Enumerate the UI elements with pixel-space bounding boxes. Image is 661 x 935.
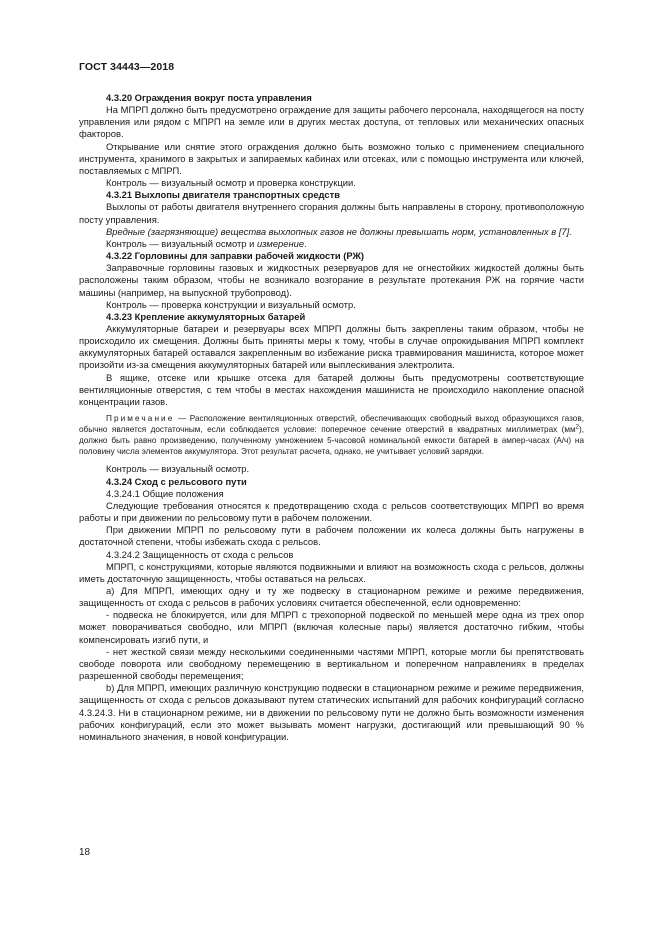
section-4-3-24-heading: 4.3.24 Сход с рельсового пути [106,475,247,487]
note-label: Примечание [106,414,175,424]
section-4-3-20-heading: 4.3.20 Ограждения вокруг поста управления [106,92,312,103]
section-4-3-24-2-paragraph-1: МПРП, с конструкциями, которые являются подвижными и влияют на возможность схода с рельсов, должны иметь достаточную защищенность, чтобы оставаться на рельсах. [79,560,584,584]
section-4-3-23-paragraph-2: В ящике, отсеке или крышке отсека для батарей должны быть предусмотрены соответствующие вентиляционные отверстия, с тем чтобы в местах нахождения машиниста не происходило накопление опасной концентрации газов. [79,371,584,407]
note-block [79,413,584,457]
section-4-3-21-heading: 4.3.21 Выхлопы двигателя транспортных средств [106,189,340,201]
note-text-2: ), должно быть равно произведению, полученному умножением 5-часовой номинальной емкости батарей в ампер-часах (А/ч) на половину числа элементов аккумулятора. Этот результат расчета, однако, не учитывает условий зарядки. [79,425,584,457]
control-text: Контроль — визуальный осмотр и [106,237,257,249]
section-4-3-22-heading: 4.3.22 Горловины для заправки рабочей жидкости (РЖ) [106,250,365,262]
section-4-3-24-2-item-a: а) Для МПРП, имеющих одну и ту же подвеску в стационарном режиме и режиме передвижения, защищенность от схода с рельсов в рабочих условиях считается обеспеченной, если одновременно: [79,585,584,609]
section-4-3-20-paragraph-1: На МПРП должно быть предусмотрено ограждение для защиты рабочего персонала, находящегося на посту управления или рядом с МПРП на земле или в других местах доступа, от тепловых или механических опасных факторов. [79,104,584,140]
section-4-3-23-control: Контроль — визуальный осмотр. [106,463,250,475]
section-4-3-24-2-item-a-dash-1: - подвеска не блокируется, или для МПРП с трехопорной подвеской по меньшей мере одна из трех опор может поворачиваться свободно, или МПРП (включая колесные пары) является достаточно гибким, чтобы компенсировать изгиб пути, и [79,609,584,645]
section-4-3-20-control: Контроль — визуальный осмотр и проверка конструкции. [106,177,356,189]
section-4-3-20-paragraph-2: Открывание или снятие этого ограждения должно быть возможно только с применением специального инструмента, хранимого в закрытых и запираемых кабинах или отсеках, или с помощью инструмента или ключей, поставляемых с МПРП. [79,140,584,176]
section-4-3-24-1-paragraph-2: При движении МПРП по рельсовому пути в рабочем положении их колеса должны быть нагружены в достаточной степени, чтобы избежать схода с рельсов. [79,524,584,548]
section-4-3-24-1-heading: 4.3.24.1 Общие положения [106,487,224,499]
section-4-3-22-control: Контроль — проверка конструкции и визуальный осмотр. [106,298,356,310]
document-body [79,92,584,743]
section-4-3-24-2-item-a-dash-2: - нет жесткой связи между несколькими соединенными частями МПРП, которые могли бы препятствовать свободе поворота или свободному перемещению в вертикальном и поперечном направлениях в пределах разрешенной свободы перемещения; [79,645,584,682]
note-text-1: — Расположение вентиляционных отверстий, обеспечивающих свободный выход образующихся газов, обычно является достаточным, если соблюдается условие: поперечное сечение отверстий в квадратных миллиметрах (мм [79,414,584,435]
section-4-3-21-control [79,238,584,250]
section-4-3-21-paragraph-1: Выхлопы от работы двигателя внутреннего сгорания должны быть направлены в сторону, противоположную посту управления. [79,201,584,225]
section-4-3-24-2-heading: 4.3.24.2 Защищенность от схода с рельсов [106,548,294,560]
control-suffix: . [304,237,307,249]
page-number: 18 [79,847,91,858]
section-4-3-23-paragraph-1: Аккумуляторные батареи и резервуары всех МПРП должны быть закреплены таким образом, чтобы не происходило их смещения. Должны быть приняты меры к тому, чтобы в случае опрокидывания МПРП комплект аккумуляторных батарей оставался закрепленным во избежание риска травмирования машиниста, которое может произойти из-за смещения аккумуляторных батарей или выплескивания электролита. [79,322,584,371]
section-4-3-22-paragraph-1: Заправочные горловины газовых и жидкостных резервуаров для не огнестойких жидкостей должны быть расположены таким образом, чтобы не возникало возгорание в результате протекания РЖ на горячие части машины (например, на выпускной трубопровод). [79,262,584,298]
page-header-title: ГОСТ 34443—2018 [79,61,175,73]
section-4-3-23-heading: 4.3.23 Крепление аккумуляторных батарей [106,310,306,322]
section-4-3-24-1-paragraph-1: Следующие требования относятся к предотвращению схода с рельсов соответствующих МПРП во время работы и при движении по рельсовому пути в рабочем положении. [79,499,584,524]
section-4-3-21-paragraph-2: Вредные (загрязняющие) вещества выхлопных газов не должны превышать норм, установленных в [7]. [106,225,572,237]
control-italic-text: измерение [256,237,305,249]
section-4-3-24-2-item-b: b) Для МПРП, имеющих различную конструкцию подвески в стационарном режиме и режиме передвижения, защищенность от схода с рельсов доказывают путем статических испытаний для рабочих конфигураций согласно 4.3.24.3. Ни в стационарном режиме, ни в движении по рельсовому пути не должно быть возможности изменения рабочих конфигураций, если это может вызывать момент нагрузки, достигающий или превышающий 90 % номинального значения, в новой конфигурации. [79,682,584,742]
note-superscript: 2 [575,424,579,431]
